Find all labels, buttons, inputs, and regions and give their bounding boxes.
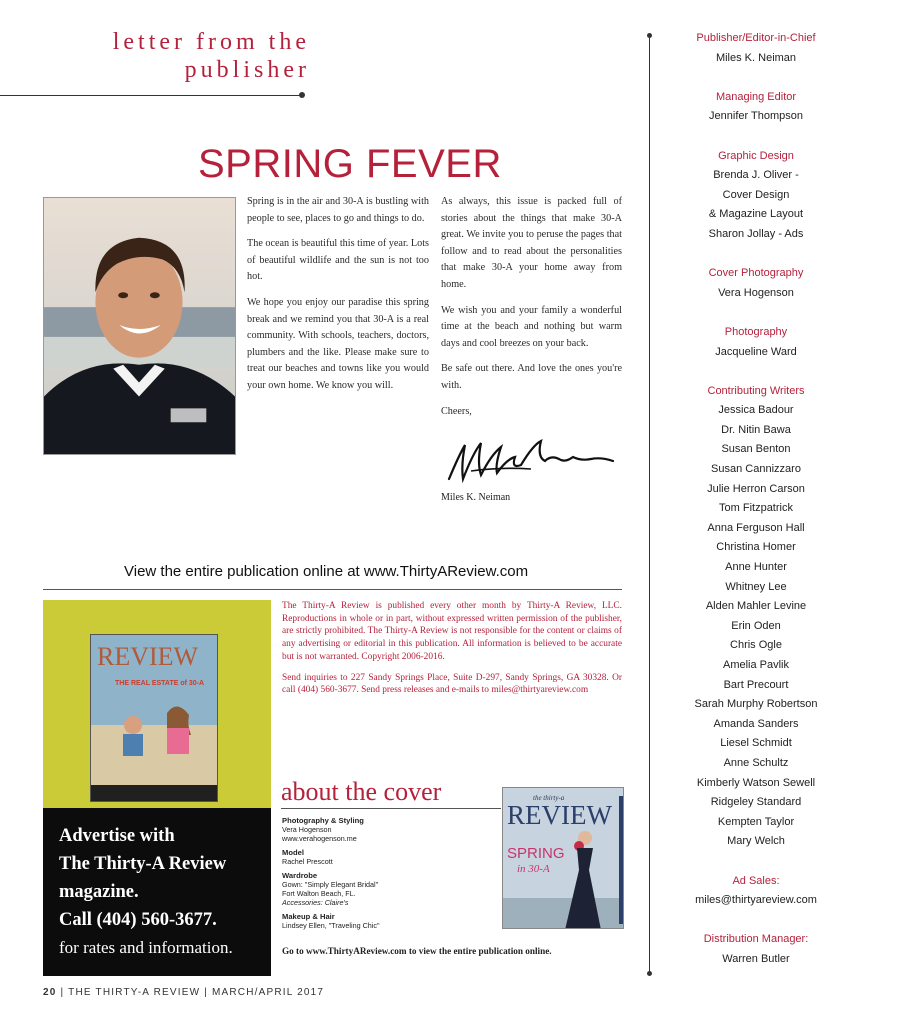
masthead-name: Amelia Pavlik: [722, 659, 790, 671]
credit-value: Vera Hogenson: [282, 825, 332, 834]
masthead-name: Sarah Murphy Robertson: [694, 698, 818, 711]
masthead-name: Julie Herron Carson: [707, 482, 805, 495]
letter-paragraph: As always, this issue is packed full of stories about the things that make 30-A great. We invite you to peruse the pages that follow and to read about the personalities that make 30-A your home away from home.: [441, 196, 622, 290]
credit-value: Fort Walton Beach, FL.: [282, 889, 356, 898]
cover-thumb-small: the thirty-a: [533, 794, 565, 802]
ad-magazine-subtitle: THE REAL ESTATE of 30-A: [115, 680, 205, 687]
masthead-name: Jennifer Thompson: [709, 110, 803, 123]
letter-paragraph: Spring is in the air and 30-A is bustling with people to see, places to go and things to do.: [247, 196, 429, 224]
masthead-name: Miles K. Neiman: [715, 51, 797, 64]
masthead-name: Chris Ogle: [730, 639, 782, 652]
masthead-role: Managing Editor: [715, 90, 797, 103]
letter-closing: Cheers,: [441, 405, 472, 417]
masthead-role: Distribution Manager:: [703, 933, 809, 946]
section-title: [100, 28, 310, 84]
cover-online-line: Go to www.ThirtyAReview.com to view the entire publication online.: [282, 946, 552, 956]
masthead-name: Jacqueline Ward: [715, 345, 797, 358]
ad-line: Advertise with: [59, 826, 175, 846]
letter-paragraph: The ocean is beautiful this time of year. Lots of beautiful wildlife and the sun is not too hot.: [247, 238, 429, 283]
masthead-name: Alden Mahler Levine: [705, 600, 807, 613]
masthead-group: [660, 264, 852, 303]
ad-magazine-cover: [90, 634, 218, 802]
credit-label: Wardrobe: [282, 871, 318, 880]
credit-value: Lindsey Ellen, "Traveling Chic": [282, 921, 380, 930]
ad-text-panel: [43, 808, 271, 976]
masthead-name: Sharon Jollay - Ads: [708, 227, 804, 240]
masthead-name: Anne Schultz: [723, 756, 789, 769]
masthead-group: [660, 872, 852, 911]
headline: SPRING FEVER: [198, 142, 502, 186]
masthead-name: Bart Precourt: [723, 678, 789, 691]
masthead-group: [660, 147, 852, 245]
masthead-name: Erin Oden: [731, 619, 781, 632]
inquiries-text: Send inquiries to 227 Sandy Springs Place, Suite D-297, Sandy Springs, GA 30328. Or call (404) 560-3677. Send press releases and e-mails to miles@thirtyareview.com: [282, 672, 622, 696]
masthead-name: Warren Butler: [722, 952, 790, 965]
credit-label: Model: [282, 848, 304, 857]
masthead-name: Jessica Badour: [718, 404, 794, 417]
masthead-name: Anne Hunter: [725, 561, 787, 574]
credit-value: Accessories: Claire's: [282, 898, 349, 907]
masthead-name: Liesel Schmidt: [720, 737, 792, 750]
legal-notice: [282, 600, 622, 705]
masthead-group: [660, 29, 852, 68]
column-divider-dot: [647, 33, 652, 38]
masthead-name: Cover Design: [722, 188, 790, 201]
section-title-line-1: letter from the: [112, 29, 310, 55]
masthead-name: Dr. Nitin Bawa: [721, 423, 791, 436]
masthead: [660, 29, 852, 989]
online-divider: [43, 589, 622, 590]
masthead-group: [660, 930, 852, 969]
letter-column-2: [441, 194, 622, 429]
masthead-name: & Magazine Layout: [708, 208, 804, 221]
publisher-photo: [43, 197, 236, 455]
masthead-role: Photography: [724, 325, 788, 338]
masthead-role: Cover Photography: [708, 267, 804, 280]
credit-label: Photography & Styling: [282, 816, 364, 825]
section-title-line-2: publisher: [184, 57, 310, 83]
masthead-name: Ridgeley Standard: [710, 796, 802, 809]
cover-thumbnail: [502, 787, 624, 929]
ad-phone: Call (404) 560-3677.: [59, 910, 217, 930]
ad-line: for rates and information.: [59, 938, 233, 957]
header-divider-dot: [299, 92, 305, 98]
masthead-name: Anna Ferguson Hall: [707, 521, 805, 534]
footer-separator: |: [60, 987, 65, 998]
about-cover-divider: [281, 808, 501, 809]
about-cover-heading: about the cover: [281, 777, 442, 806]
cover-thumb-in: in 30-A: [517, 863, 550, 875]
cover-thumb-title: REVIEW: [507, 800, 612, 830]
masthead-name: Susan Cannizzaro: [711, 463, 801, 476]
ad-line: The Thirty-A Review: [59, 854, 227, 874]
column-divider-dot: [647, 971, 652, 976]
letter-paragraph: Be safe out there. And love the ones you're with.: [441, 363, 622, 391]
signature-name: Miles K. Neiman: [441, 492, 511, 503]
masthead-group: [660, 382, 852, 852]
online-publication-line: View the entire publication online at www.ThirtyAReview.com: [124, 563, 529, 580]
masthead-group: [660, 323, 852, 362]
footer-text: THE THIRTY-A REVIEW | MARCH/APRIL 2017: [68, 987, 325, 998]
masthead-name: Whitney Lee: [725, 580, 787, 593]
credit-value: Rachel Prescott: [282, 857, 333, 866]
letter-paragraph: We hope you enjoy our paradise this spring break and we remind you that 30-A is a real community. With schools, teachers, doctors, plumbers and the like. Please make sure to treat our beaches and towns like you would your own home. We know you will.: [247, 296, 429, 391]
masthead-role: Publisher/Editor-in-Chief: [696, 32, 816, 44]
cover-thumb-spring: SPRING: [507, 845, 565, 862]
masthead-role: Ad Sales:: [732, 874, 780, 887]
masthead-name: Tom Fitzpatrick: [719, 502, 793, 515]
ad-line: magazine.: [59, 882, 139, 902]
masthead-name: Kempten Taylor: [717, 815, 795, 828]
letter-paragraph: We wish you and your family a wonderful time at the beach and nothing but warm days and cool breezes on your back.: [441, 304, 622, 349]
masthead-name: Vera Hogenson: [718, 286, 794, 299]
masthead-name: Brenda J. Oliver -: [713, 169, 799, 182]
ad-magazine-title: REVIEW: [97, 642, 199, 671]
header-divider: [0, 95, 302, 96]
masthead-name: Christina Homer: [716, 541, 796, 554]
masthead-name: miles@thirtyareview.com: [695, 894, 817, 907]
cover-credits: [282, 816, 492, 930]
masthead-name: Susan Benton: [721, 443, 791, 456]
masthead-role: Graphic Design: [718, 149, 794, 162]
masthead-group: [660, 88, 852, 127]
credit-value: www.verahogenson.me: [282, 834, 357, 843]
credit-label: Makeup & Hair: [282, 912, 335, 921]
masthead-name: Amanda Sanders: [713, 717, 799, 730]
credit-value: Gown: "Simply Elegant Bridal": [282, 880, 379, 889]
letter-column-1: [247, 194, 429, 404]
signature: [441, 435, 621, 487]
column-divider: [649, 36, 650, 974]
copyright-text: The Thirty-A Review is published every other month by Thirty-A Review, LLC. Reproductions in whole or in part, without expressed written permission of the publisher, are strictly prohibited. The Thirty-A Review is not responsible for the content or claims of any advertising or editorial in this publication. All information is believed to be accurate but is not warranted. Copyright 2006-2016.: [282, 601, 622, 662]
page-number: 20: [43, 987, 57, 998]
masthead-name: Mary Welch: [727, 835, 785, 848]
masthead-role: Contributing Writers: [707, 384, 805, 397]
page-footer: [43, 987, 324, 998]
masthead-name: Kimberly Watson Sewell: [696, 776, 816, 789]
